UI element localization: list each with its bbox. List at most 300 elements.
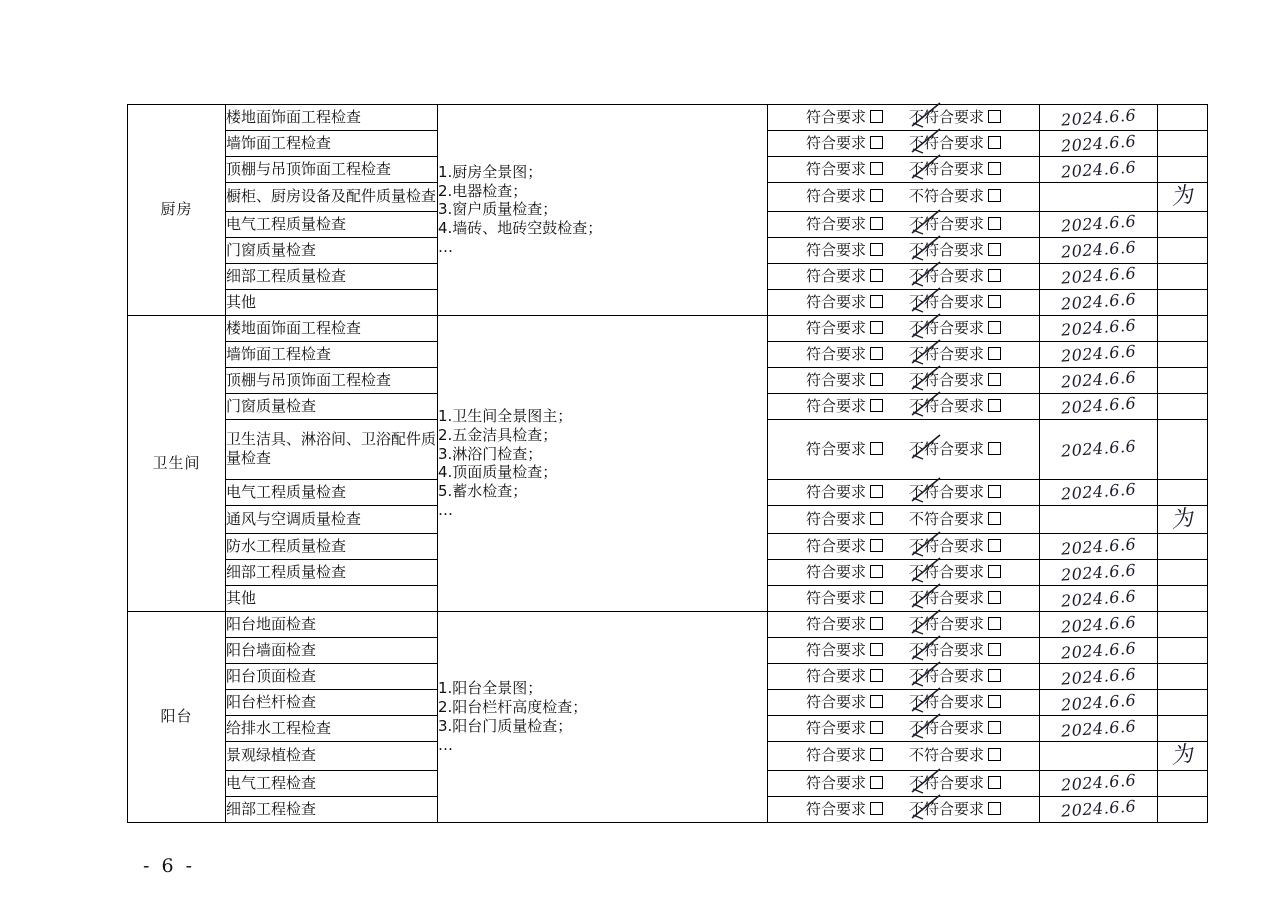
option-conform[interactable] (806, 345, 883, 364)
option-conform-label: 符合要求 (805, 187, 866, 206)
option-conform-label: 符合要求 (805, 240, 866, 259)
notes-line: … (438, 237, 453, 256)
option-conform[interactable] (806, 774, 883, 793)
signature-cell[interactable] (1158, 211, 1208, 237)
option-nonconform[interactable] (909, 563, 1001, 582)
inspection-date-cell[interactable] (1040, 419, 1158, 479)
option-nonconform[interactable] (909, 293, 1001, 312)
check-item-cell (226, 367, 438, 393)
checkbox-nonconform[interactable] (988, 695, 1001, 708)
signature-cell[interactable] (1158, 560, 1208, 586)
option-nonconform-label: 不符合要求 (909, 537, 985, 556)
signature-cell[interactable] (1158, 664, 1208, 690)
checkbox-nonconform[interactable] (988, 617, 1001, 630)
signature-cell[interactable] (1158, 534, 1208, 560)
option-nonconform[interactable] (909, 371, 1001, 390)
option-conform-label: 符合要求 (805, 719, 866, 738)
option-conform-label: 符合要求 (805, 482, 866, 501)
option-nonconform[interactable] (909, 267, 1001, 286)
inspection-date-cell[interactable] (1040, 742, 1158, 771)
option-nonconform[interactable] (909, 537, 1001, 556)
handwritten-date: 2024.6.6 (1060, 237, 1137, 262)
option-nonconform[interactable] (909, 134, 1001, 153)
check-item-label: 阳台顶面检查 (226, 667, 317, 686)
option-conform-label: 符合要求 (805, 318, 866, 337)
check-item-cell (226, 716, 438, 742)
inspection-date-cell[interactable] (1040, 770, 1158, 796)
checkbox-nonconform[interactable] (988, 802, 1001, 815)
checkbox-nonconform[interactable] (988, 485, 1001, 498)
signature-cell[interactable] (1158, 131, 1208, 157)
handwritten-date: 2024.6.6 (1060, 585, 1137, 611)
option-conform-label: 符合要求 (805, 746, 866, 765)
option-nonconform-label: 不符合要求 (909, 563, 985, 582)
check-result-cell[interactable] (768, 534, 1040, 560)
checkbox-conform[interactable] (870, 295, 883, 308)
signature-cell[interactable] (1158, 157, 1208, 183)
option-conform[interactable] (806, 483, 883, 502)
option-nonconform[interactable] (909, 160, 1001, 179)
option-nonconform[interactable] (909, 774, 1001, 793)
option-conform[interactable] (806, 510, 883, 529)
notes-line: … (438, 735, 453, 754)
option-conform-label: 符合要求 (805, 344, 866, 363)
checkbox-nonconform[interactable] (988, 643, 1001, 656)
signature-cell[interactable] (1158, 367, 1208, 393)
check-result-cell[interactable] (768, 586, 1040, 612)
signature-cell[interactable] (1158, 638, 1208, 664)
section-notes-cell (438, 105, 768, 316)
option-nonconform[interactable] (909, 615, 1001, 634)
section-group-cell (128, 105, 226, 316)
checkbox-nonconform[interactable] (988, 748, 1001, 761)
option-conform[interactable] (806, 160, 883, 179)
option-nonconform-label: 不符合要求 (909, 370, 985, 389)
option-conform[interactable] (806, 589, 883, 608)
signature-cell[interactable] (1158, 341, 1208, 367)
handwritten-date: 2024.6.6 (1060, 796, 1137, 821)
option-nonconform-label: 不符合要求 (909, 799, 985, 818)
inspection-date-cell[interactable] (1040, 560, 1158, 586)
option-nonconform-label: 不符合要求 (909, 292, 985, 311)
checkbox-conform[interactable] (870, 802, 883, 815)
inspection-date-cell[interactable] (1040, 131, 1158, 157)
check-result-cell[interactable] (768, 742, 1040, 771)
check-result-cell[interactable] (768, 770, 1040, 796)
option-nonconform[interactable] (909, 800, 1001, 819)
handwritten-date: 2024.6.6 (1060, 289, 1137, 314)
check-result-cell[interactable] (768, 315, 1040, 341)
check-item-cell (226, 742, 438, 771)
option-conform[interactable] (806, 319, 883, 338)
check-item-cell (226, 419, 438, 479)
signature-cell[interactable] (1158, 315, 1208, 341)
option-nonconform-label: 不符合要求 (909, 773, 985, 792)
check-result-cell[interactable] (768, 263, 1040, 289)
checkbox-nonconform[interactable] (988, 776, 1001, 789)
checkbox-conform[interactable] (870, 373, 883, 386)
inspection-date-cell[interactable] (1040, 505, 1158, 534)
section-group-label: 阳台 (160, 707, 193, 726)
inspection-date-cell[interactable] (1040, 393, 1158, 419)
checkbox-nonconform[interactable] (988, 136, 1001, 149)
option-nonconform-label: 不符合要求 (909, 667, 985, 686)
option-conform-label: 符合要求 (805, 641, 866, 660)
inspection-date-cell[interactable] (1040, 367, 1158, 393)
checkbox-conform[interactable] (870, 136, 883, 149)
option-conform-label: 符合要求 (805, 134, 866, 153)
checkbox-conform[interactable] (870, 269, 883, 282)
signature-cell[interactable] (1158, 289, 1208, 315)
check-item-label: 橱柜、厨房设备及配件质量检查 (226, 187, 437, 206)
table-row (128, 105, 1208, 131)
option-nonconform-label: 不符合要求 (909, 439, 985, 458)
option-conform[interactable] (806, 440, 883, 459)
signature-cell[interactable] (1158, 479, 1208, 505)
option-conform[interactable] (806, 293, 883, 312)
handwritten-date: 2024.6.6 (1060, 663, 1137, 689)
checkbox-nonconform[interactable] (988, 189, 1001, 202)
check-item-label: 楼地面饰面工程检查 (226, 318, 362, 337)
checkbox-nonconform[interactable] (988, 373, 1001, 386)
check-item-cell (226, 505, 438, 534)
option-conform-label: 符合要求 (805, 396, 866, 415)
check-result-cell[interactable] (768, 505, 1040, 534)
option-conform[interactable] (806, 641, 883, 660)
handwritten-date: 2024.6.6 (1060, 533, 1137, 559)
check-item-label: 电气工程质量检查 (226, 214, 347, 233)
check-item-label: 电气工程检查 (226, 773, 317, 792)
option-conform-label: 符合要求 (805, 589, 866, 608)
inspection-date-cell[interactable] (1040, 479, 1158, 505)
checkbox-nonconform[interactable] (988, 565, 1001, 578)
option-nonconform[interactable] (909, 187, 1001, 206)
notes-line: 1.卫生间全景图主； (438, 407, 573, 425)
signature-cell[interactable] (1158, 742, 1208, 771)
checkbox-nonconform[interactable] (988, 269, 1001, 282)
handwritten-date: 2024.6.6 (1060, 156, 1137, 182)
check-result-cell[interactable] (768, 560, 1040, 586)
option-nonconform[interactable] (909, 215, 1001, 234)
signature-cell[interactable] (1158, 183, 1208, 212)
option-conform[interactable] (806, 371, 883, 390)
handwritten-date: 2024.6.6 (1060, 436, 1137, 461)
inspection-date-cell[interactable] (1040, 586, 1158, 612)
signature-cell[interactable] (1158, 612, 1208, 638)
checkbox-nonconform[interactable] (988, 110, 1001, 123)
checkbox-nonconform[interactable] (988, 243, 1001, 256)
checkbox-conform[interactable] (870, 539, 883, 552)
notes-line: 1.厨房全景图； (438, 162, 543, 181)
signature-cell[interactable] (1158, 690, 1208, 716)
check-result-cell[interactable] (768, 341, 1040, 367)
check-item-cell (226, 183, 438, 212)
check-item-label: 细部工程检查 (226, 799, 317, 818)
checkbox-conform[interactable] (870, 748, 883, 761)
handwritten-date: 2024.6.6 (1060, 715, 1137, 741)
checkbox-conform[interactable] (870, 217, 883, 230)
checkbox-conform[interactable] (870, 442, 883, 455)
option-conform[interactable] (806, 241, 883, 260)
notes-line: 3.淋浴门检查； (438, 444, 543, 463)
option-nonconform[interactable] (909, 440, 1001, 459)
check-item-label: 其他 (226, 589, 257, 608)
checkbox-nonconform[interactable] (988, 512, 1001, 525)
inspection-checklist-table (127, 104, 1208, 823)
signature-cell[interactable] (1158, 586, 1208, 612)
option-nonconform[interactable] (909, 746, 1001, 765)
checkbox-conform[interactable] (870, 485, 883, 498)
option-nonconform-label: 不符合要求 (909, 318, 985, 337)
option-nonconform[interactable] (909, 719, 1001, 738)
option-nonconform[interactable] (909, 510, 1001, 529)
check-result-cell[interactable] (768, 690, 1040, 716)
inspection-date-cell[interactable] (1040, 716, 1158, 742)
check-item-cell (226, 393, 438, 419)
checkbox-conform[interactable] (870, 617, 883, 630)
option-nonconform-label: 不符合要求 (909, 719, 985, 738)
signature-cell[interactable] (1158, 393, 1208, 419)
option-conform[interactable] (806, 800, 883, 819)
check-item-label: 细部工程质量检查 (226, 563, 347, 582)
checkbox-nonconform[interactable] (988, 721, 1001, 734)
section-group-label: 厨房 (160, 200, 193, 219)
option-conform-label: 符合要求 (805, 214, 866, 233)
handwritten-date: 2024.6.6 (1060, 770, 1137, 795)
check-item-cell (226, 664, 438, 690)
checkbox-conform[interactable] (870, 189, 883, 202)
check-item-cell (226, 315, 438, 341)
option-conform-label: 符合要求 (805, 799, 866, 818)
inspection-date-cell[interactable] (1040, 157, 1158, 183)
check-result-cell[interactable] (768, 716, 1040, 742)
check-item-label: 顶棚与吊顶饰面工程检查 (226, 160, 392, 179)
section-notes-cell (438, 315, 768, 612)
check-item-label: 通风与空调质量检查 (226, 509, 362, 528)
check-result-cell[interactable] (768, 796, 1040, 822)
signature-cell[interactable] (1158, 505, 1208, 534)
option-conform-label: 符合要求 (805, 108, 866, 127)
inspection-date-cell[interactable] (1040, 237, 1158, 263)
option-conform[interactable] (806, 134, 883, 153)
inspection-date-cell[interactable] (1040, 690, 1158, 716)
checkbox-conform[interactable] (870, 669, 883, 682)
option-conform-label: 符合要求 (805, 439, 866, 458)
option-conform[interactable] (806, 615, 883, 634)
inspection-date-cell[interactable] (1040, 315, 1158, 341)
signature-cell[interactable] (1158, 419, 1208, 479)
inspection-date-cell[interactable] (1040, 534, 1158, 560)
option-nonconform-label: 不符合要求 (909, 589, 985, 608)
check-item-label: 顶棚与吊顶饰面工程检查 (226, 370, 392, 389)
check-item-cell (226, 105, 438, 131)
checkbox-nonconform[interactable] (988, 347, 1001, 360)
option-conform[interactable] (806, 719, 883, 738)
option-nonconform-label: 不符合要求 (909, 240, 985, 259)
option-conform[interactable] (806, 187, 883, 206)
check-result-cell[interactable] (768, 419, 1040, 479)
option-conform[interactable] (806, 215, 883, 234)
inspection-date-cell[interactable] (1040, 105, 1158, 131)
option-conform-label: 符合要求 (805, 160, 866, 179)
option-nonconform-label: 不符合要求 (909, 160, 985, 179)
check-item-label: 阳台墙面检查 (226, 641, 317, 660)
option-nonconform[interactable] (909, 667, 1001, 686)
option-conform-label: 符合要求 (805, 563, 866, 582)
option-nonconform[interactable] (909, 693, 1001, 712)
signature-cell[interactable] (1158, 263, 1208, 289)
checkbox-conform[interactable] (870, 721, 883, 734)
inspection-date-cell[interactable] (1040, 263, 1158, 289)
checkbox-conform[interactable] (870, 162, 883, 175)
checkbox-conform[interactable] (870, 399, 883, 412)
checkbox-nonconform[interactable] (988, 321, 1001, 334)
checkbox-nonconform[interactable] (988, 591, 1001, 604)
check-item-cell (226, 560, 438, 586)
option-nonconform[interactable] (909, 319, 1001, 338)
check-item-cell (226, 289, 438, 315)
option-nonconform[interactable] (909, 483, 1001, 502)
option-nonconform[interactable] (909, 589, 1001, 608)
option-conform[interactable] (806, 667, 883, 686)
section-notes-cell (438, 612, 768, 823)
checkbox-conform[interactable] (870, 565, 883, 578)
inspection-date-cell[interactable] (1040, 638, 1158, 664)
signature-cell[interactable] (1158, 770, 1208, 796)
checkbox-nonconform[interactable] (988, 539, 1001, 552)
notes-line: 2.五金洁具检查； (438, 425, 558, 444)
inspection-date-cell[interactable] (1040, 289, 1158, 315)
check-item-label: 给排水工程检查 (226, 719, 332, 738)
checkbox-nonconform[interactable] (988, 295, 1001, 308)
check-item-cell (226, 263, 438, 289)
signature-cell[interactable] (1158, 716, 1208, 742)
option-nonconform-label: 不符合要求 (909, 108, 985, 127)
check-result-cell[interactable] (768, 612, 1040, 638)
checkbox-conform[interactable] (870, 512, 883, 525)
check-result-cell[interactable] (768, 638, 1040, 664)
option-conform[interactable] (806, 563, 883, 582)
check-result-cell[interactable] (768, 211, 1040, 237)
checkbox-conform[interactable] (870, 591, 883, 604)
check-item-cell (226, 157, 438, 183)
check-item-cell (226, 638, 438, 664)
inspection-date-cell[interactable] (1040, 612, 1158, 638)
inspection-date-cell[interactable] (1040, 796, 1158, 822)
table-row (128, 315, 1208, 341)
checkbox-conform[interactable] (870, 347, 883, 360)
check-result-cell[interactable] (768, 237, 1040, 263)
check-item-label: 其他 (226, 292, 257, 311)
check-item-cell (226, 211, 438, 237)
check-item-cell (226, 237, 438, 263)
option-nonconform[interactable] (909, 241, 1001, 260)
checkbox-nonconform[interactable] (988, 217, 1001, 230)
table-body (128, 105, 1208, 823)
check-item-cell (226, 534, 438, 560)
handwritten-date: 2024.6.6 (1060, 637, 1137, 663)
inspection-date-cell[interactable] (1040, 183, 1158, 212)
option-nonconform[interactable] (909, 397, 1001, 416)
check-result-cell[interactable] (768, 664, 1040, 690)
notes-line: 2.电器检查； (438, 181, 528, 200)
option-nonconform-label: 不符合要求 (909, 266, 985, 285)
section-group-cell (128, 315, 226, 612)
check-item-label: 景观绿植检查 (226, 746, 317, 765)
option-conform[interactable] (806, 397, 883, 416)
checkbox-conform[interactable] (870, 321, 883, 334)
checkbox-conform[interactable] (870, 776, 883, 789)
check-result-cell[interactable] (768, 289, 1040, 315)
check-item-label: 楼地面饰面工程检查 (226, 108, 362, 127)
option-conform-label: 符合要求 (805, 370, 866, 389)
handwritten-date: 2024.6.6 (1060, 611, 1137, 637)
signature-cell[interactable] (1158, 105, 1208, 131)
option-conform-label: 符合要求 (805, 537, 866, 556)
handwritten-date: 2024.6.6 (1060, 315, 1137, 340)
check-result-cell[interactable] (768, 131, 1040, 157)
checkbox-nonconform[interactable] (988, 669, 1001, 682)
option-conform[interactable] (806, 108, 883, 127)
check-result-cell[interactable] (768, 183, 1040, 212)
option-nonconform[interactable] (909, 345, 1001, 364)
inspection-date-cell[interactable] (1040, 664, 1158, 690)
option-nonconform[interactable] (909, 108, 1001, 127)
check-item-cell (226, 796, 438, 822)
checkbox-nonconform[interactable] (988, 399, 1001, 412)
option-conform-label: 符合要求 (805, 615, 866, 634)
check-item-cell (226, 341, 438, 367)
option-conform[interactable] (806, 746, 883, 765)
option-nonconform-label: 不符合要求 (909, 482, 985, 501)
inspection-date-cell[interactable] (1040, 211, 1158, 237)
signature-cell[interactable] (1158, 237, 1208, 263)
check-item-label: 阳台地面检查 (226, 615, 317, 634)
checkbox-conform[interactable] (870, 643, 883, 656)
checkbox-conform[interactable] (870, 695, 883, 708)
signature-cell[interactable] (1158, 796, 1208, 822)
check-result-cell[interactable] (768, 105, 1040, 131)
check-result-cell[interactable] (768, 393, 1040, 419)
checkbox-nonconform[interactable] (988, 162, 1001, 175)
handwritten-signature: 为 (1169, 505, 1196, 533)
check-item-label: 门窗质量检查 (226, 396, 317, 415)
check-item-label: 门窗质量检查 (226, 240, 317, 259)
handwritten-date: 2024.6.6 (1060, 479, 1137, 504)
option-conform[interactable] (806, 267, 883, 286)
option-conform-label: 符合要求 (805, 667, 866, 686)
handwritten-date: 2024.6.6 (1060, 211, 1137, 236)
option-conform[interactable] (806, 537, 883, 556)
check-item-label: 防水工程质量检查 (226, 537, 347, 556)
checkbox-nonconform[interactable] (988, 442, 1001, 455)
handwritten-date: 2024.6.6 (1060, 393, 1137, 418)
notes-line: 4.墙砖、地砖空鼓检查； (438, 219, 603, 238)
checkbox-conform[interactable] (870, 110, 883, 123)
check-result-cell[interactable] (768, 157, 1040, 183)
check-result-cell[interactable] (768, 367, 1040, 393)
option-nonconform[interactable] (909, 641, 1001, 660)
inspection-date-cell[interactable] (1040, 341, 1158, 367)
checkbox-conform[interactable] (870, 243, 883, 256)
check-item-cell (226, 586, 438, 612)
option-conform[interactable] (806, 693, 883, 712)
check-result-cell[interactable] (768, 479, 1040, 505)
check-item-cell (226, 770, 438, 796)
check-item-label: 电气工程质量检查 (226, 482, 347, 501)
notes-line: 4.顶面质量检查； (438, 463, 558, 482)
option-nonconform-label: 不符合要求 (909, 509, 985, 528)
